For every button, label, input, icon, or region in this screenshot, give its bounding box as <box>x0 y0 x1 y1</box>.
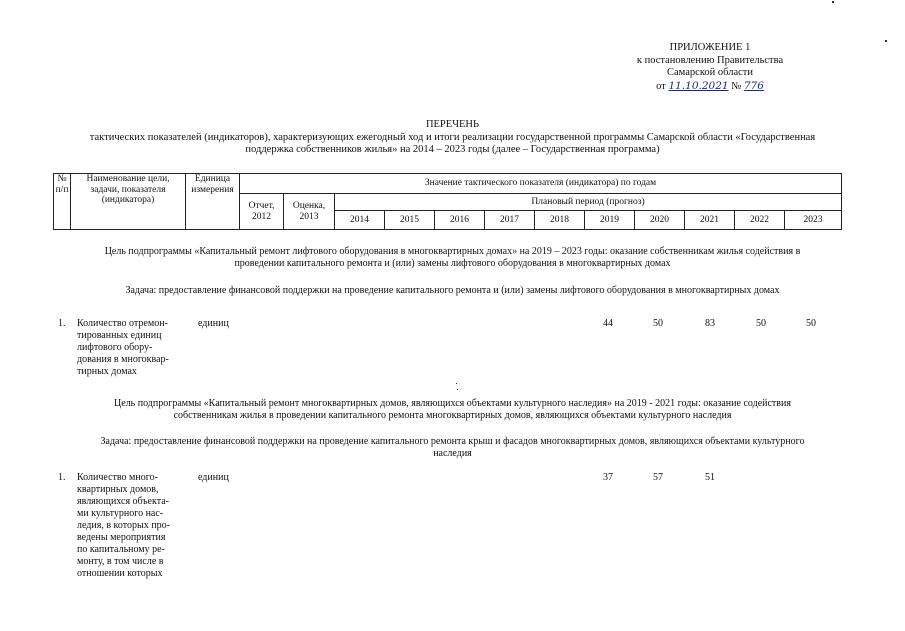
year-header: 2021 <box>685 211 735 230</box>
appendix-title: ПРИЛОЖЕНИЕ 1 <box>669 42 751 53</box>
section2-task <box>45 436 860 460</box>
header-unit: Единица измерения <box>186 174 240 230</box>
item-name-line: являющихся объекта- <box>77 496 169 507</box>
item-name-line: дования в многоквар- <box>77 354 169 365</box>
item-name-line: Количество отремон- <box>77 318 168 329</box>
item-name-line: отношении которых <box>77 568 163 579</box>
document-heading <box>40 119 865 157</box>
scan-speck <box>832 1 834 3</box>
section1-task: Задача: предоставление финансовой поддержки на проведение капитального ремонта и (или) замены лифтового оборудования в многоквартирных домах <box>125 285 780 296</box>
value-2021: 83 <box>705 318 715 329</box>
item-name-line: монту, в том числе в <box>77 556 164 567</box>
year-header: 2019 <box>585 211 635 230</box>
appendix-block <box>610 42 810 93</box>
appendix-date-line <box>610 80 810 94</box>
item-name-line: Количество много- <box>77 472 158 483</box>
value-2020: 50 <box>653 318 663 329</box>
item-name-line: тированных единиц <box>77 330 162 341</box>
date-prefix: от <box>656 80 666 92</box>
header-name: Наименование цели, задачи, показателя (индикатора) <box>71 174 186 230</box>
section1-item-name <box>77 318 192 378</box>
section1-goal <box>45 246 860 270</box>
header-plan: Плановый период (прогноз) <box>335 194 842 211</box>
goal-line: проведении капитального ремонта и (или) замены лифтового оборудования в многоквартирных домах <box>234 258 671 269</box>
year-header: 2016 <box>435 211 485 230</box>
task-line: Задача: предоставление финансовой поддержки на проведение капитального ремонта крыш и фасадов многоквартирных домов, являющихся объектами культурного <box>100 436 805 447</box>
header-estimate: Оценка, 2013 <box>284 194 335 230</box>
task-line: наследия <box>433 448 472 459</box>
item-name-line: ведены мероприятия <box>77 532 166 543</box>
header-report: Отчет, 2012 <box>240 194 284 230</box>
value-2023: 50 <box>806 318 816 329</box>
goal-line: собственникам жилья в проведении капитального ремонта многоквартирных домов, являющихся объектами культурного наследия <box>173 410 732 421</box>
year-header: 2015 <box>385 211 435 230</box>
section2-item-unit: единиц <box>198 472 229 483</box>
scan-speck <box>457 389 458 390</box>
value-2019: 37 <box>603 472 613 483</box>
indicators-header-table <box>53 173 842 230</box>
value-2022: 50 <box>756 318 766 329</box>
value-2020: 57 <box>653 472 663 483</box>
heading-line: тактических показателей (индикаторов), характеризующих ежегодный ход и итоги реализации государственной программы Самарской области «Государственная <box>89 131 816 143</box>
value-2019: 44 <box>603 318 613 329</box>
handwritten-date: 11.10.2021 <box>668 79 729 92</box>
item-name-line: ледия, в которых про- <box>77 520 170 531</box>
item-name-line: тирных домах <box>77 366 137 377</box>
year-header: 2017 <box>485 211 535 230</box>
item-name-line: квартирных домов, <box>77 484 159 495</box>
year-header: 2020 <box>635 211 685 230</box>
item-name-line: лифтового обору- <box>77 342 153 353</box>
section1-item-unit: единиц <box>198 318 229 329</box>
year-header: 2023 <box>785 211 842 230</box>
heading-line: поддержка собственников жилья» на 2014 – 2023 годы (далее – Государственная программа) <box>245 144 660 156</box>
appendix-line: к постановлению Правительства <box>636 54 784 66</box>
year-header: 2022 <box>735 211 785 230</box>
goal-line: Цель подпрограммы «Капитальный ремонт многоквартирных домов, являющихся объектами культурного наследия» на 2019 - 2021 годы: оказание содействия <box>114 398 791 409</box>
scan-speck <box>885 40 887 42</box>
section2-item-name <box>77 472 192 580</box>
appendix-line: Самарской области <box>667 67 753 79</box>
value-2021: 51 <box>705 472 715 483</box>
item-name-line: по капитальному ре- <box>77 544 165 555</box>
year-header: 2018 <box>535 211 585 230</box>
scan-speck <box>456 383 457 384</box>
header-values: Значение тактического показателя (индикатора) по годам <box>240 174 842 194</box>
section1-item-number: 1. <box>58 318 66 329</box>
handwritten-number: 776 <box>743 79 764 92</box>
number-sign: № <box>731 80 742 92</box>
year-header: 2014 <box>335 211 385 230</box>
section2-item-number: 1. <box>58 472 66 483</box>
item-name-line: ми культурного нас- <box>77 508 164 519</box>
header-num: № п/п <box>54 174 71 230</box>
section2-goal <box>45 398 860 422</box>
goal-line: Цель подпрограммы «Капитальный ремонт лифтового оборудования в многоквартирных домах» на 2019 – 2023 годы: оказание собственникам жилья содействия в <box>104 246 801 257</box>
document-title: ПЕРЕЧЕНЬ <box>425 119 480 130</box>
